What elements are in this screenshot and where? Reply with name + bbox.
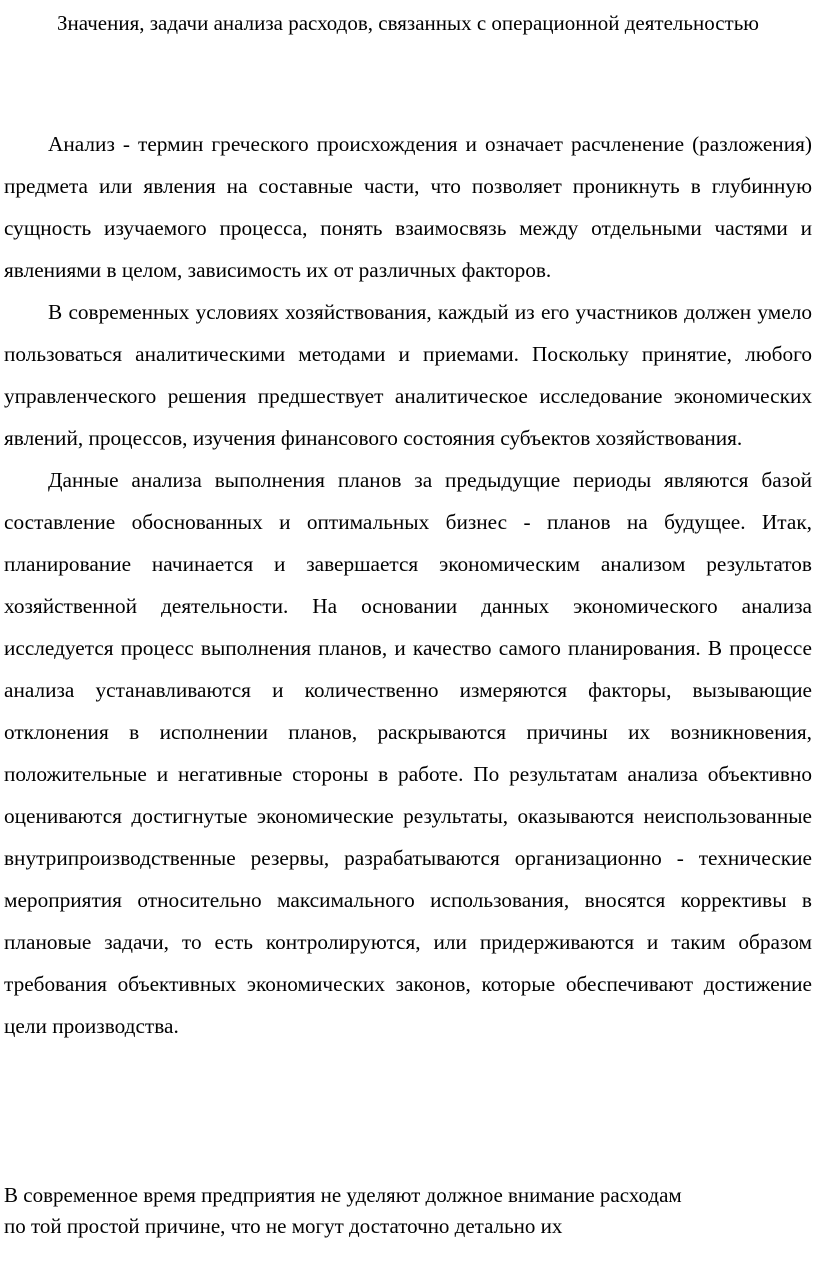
paragraph-modern-conditions: В современных условиях хозяйствования, каждый из его участников должен умело пользоваться аналитическими методами и приемами. Поскольку принятие, любого управленческого решения предшествует аналитическое исследование экономических явлений, процессов, изучения финансового состояния субъектов хозяйствования. [4, 300, 812, 450]
paragraph-analysis-definition: Анализ - термин греческого происхождения и означает расчленение (разложения) предмета или явления на составные части, что позволяет проникнуть в глубинную сущность изучаемого процесса, понять взаимосвязь между отдельными частями и явлениями в целом, зависимость их от различных факторов. [4, 132, 812, 282]
paragraph-planning-data: Данные анализа выполнения планов за предыдущие периоды являются базой составление обоснованных и оптимальных бизнес - планов на будущее. Итак, планирование начинается и завершается экономическим анализом результатов хозяйственной деятельности. На основании данных экономического анализа исследуется процесс выполнения планов, и качество самого планирования. В процессе анализа устанавливаются и количественно измеряются факторы, вызывающие отклонения в исполнении планов, раскрываются причины их возникновения, положительные и негативные стороны в работе. По результатам анализа объективно оцениваются достигнутые экономические результаты, оказываются неиспользованные внутрипроизводственные резервы, разрабатываются организационно - технические мероприятия относительно максимального использования, вносятся коррективы в плановые задачи, то есть контролируются, или придерживаются и таким образом требования объективных экономических законов, которые обеспечивают достижение цели производства. [4, 468, 812, 1038]
document-tail [4, 1180, 812, 1242]
document-title: Значения, задачи анализа расходов, связанных с операционной деятельностью [56, 11, 759, 35]
tail-line-1: В современное время предприятия не уделяют должное внимание расходам [4, 1183, 682, 1207]
tail-line-2: по той простой причине, что не могут достаточно детально их [4, 1214, 563, 1238]
document-body [4, 123, 812, 1047]
